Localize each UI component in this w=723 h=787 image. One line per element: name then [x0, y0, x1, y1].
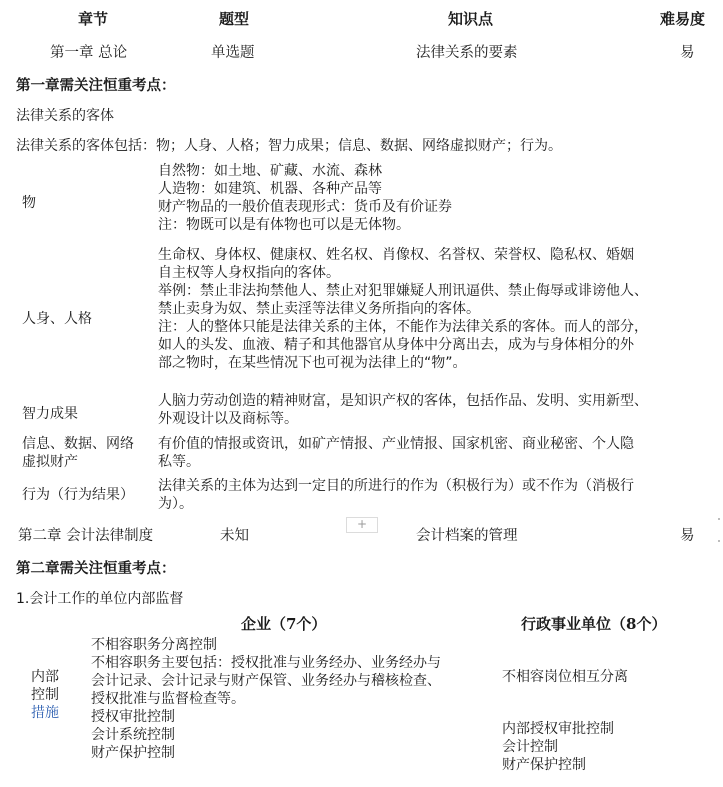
label-line: 内部 [31, 669, 59, 685]
control-line: 财产保护控制 [502, 757, 586, 773]
label-line: 信息、数据、网络 [22, 436, 134, 452]
object-label-xinxi [22, 435, 134, 471]
row2-difficulty: 易 [680, 528, 695, 544]
section1-title: 第一章需关注恒重考点： [16, 78, 176, 94]
control-line: 内部授权审批控制 [502, 721, 614, 737]
row-label-control [31, 668, 59, 722]
admin-control-first: 不相容岗位相互分离 [502, 669, 628, 685]
desc-line: 生命权、身体权、健康权、姓名权、肖像权、名誉权、荣誉权、隐私权、婚姻 [158, 247, 634, 263]
desc-line: 自主权等人身权指向的客体。 [158, 265, 340, 281]
add-row-button[interactable]: + [346, 517, 378, 533]
col-enterprise-header: 企业（7个） [241, 615, 327, 633]
control-line: 授权批准与监督检查等。 [91, 691, 245, 707]
desc-line: 人造物：如建筑、机器、各种产品等 [158, 181, 382, 197]
object-label-renshen: 人身、人格 [22, 311, 92, 327]
control-line: 不相容职务分离控制 [91, 637, 217, 653]
admin-controls [502, 720, 614, 774]
object-desc-zhili [158, 392, 648, 428]
row1-knowledge: 法律关系的要素 [416, 45, 518, 61]
desc-line: 注：人的整体只能是法律关系的主体，不能作为法律关系的客体。而人的部分， [158, 319, 648, 335]
header-knowledge: 知识点 [448, 10, 494, 28]
header-type: 题型 [219, 10, 250, 28]
desc-line: 人脑力劳动创造的精神财富，是知识产权的客体，包括作品、发明、实用新型、 [158, 393, 648, 409]
section1-topic: 法律关系的客体 [16, 108, 114, 124]
control-line: 会计记录、会计记录与财产保管、业务经办与稽核检查、 [91, 673, 441, 689]
object-desc-xinxi [158, 435, 634, 471]
control-line: 会计控制 [502, 739, 558, 755]
section1-intro: 法律关系的客体包括：物；人身、人格；智力成果；信息、数据、网络虚拟财产；行为。 [16, 138, 562, 154]
section2-title: 第二章需关注恒重考点： [16, 561, 176, 577]
object-desc-xingwei [158, 477, 634, 513]
row1-difficulty: 易 [680, 45, 695, 61]
edge-marker [718, 540, 720, 542]
object-label-zhili: 智力成果 [22, 406, 78, 422]
label-line: 措施 [31, 705, 59, 721]
desc-line: 注：物既可以是有体物也可以是无体物。 [158, 217, 410, 233]
desc-line: 自然物：如土地、矿藏、水流、森林 [158, 163, 382, 179]
object-label-xingwei: 行为（行为结果） [22, 487, 134, 503]
row1-type: 单选题 [211, 45, 255, 61]
control-line: 财产保护控制 [91, 745, 175, 761]
desc-line: 私等。 [158, 454, 200, 470]
desc-line: 有价值的情报或资讯，如矿产情报、产业情报、国家机密、商业秘密、个人隐 [158, 436, 634, 452]
desc-line: 外观设计以及商标等。 [158, 411, 298, 427]
row2-type: 未知 [220, 528, 249, 544]
enterprise-controls [91, 636, 441, 762]
control-line: 会计系统控制 [91, 727, 175, 743]
header-difficulty: 难易度 [660, 10, 706, 28]
desc-line: 财产物品的一般价值表现形式：货币及有价证券 [158, 199, 452, 215]
row1-chapter: 第一章 总论 [50, 45, 128, 61]
desc-line: 部之物时，在某些情况下也可视为法律上的“物”。 [158, 355, 467, 371]
control-line: 不相容职务主要包括：授权批准与业务经办、业务经办与 [91, 655, 441, 671]
desc-line: 禁止卖身为奴、禁止卖淫等法律义务所指向的客体。 [158, 301, 480, 317]
edge-marker [718, 518, 720, 520]
row2-knowledge: 会计档案的管理 [416, 528, 518, 544]
object-desc-wu [158, 162, 452, 234]
col-admin-header: 行政事业单位（8个） [521, 615, 667, 633]
label-line: 虚拟财产 [22, 454, 78, 470]
object-label-wu: 物 [22, 195, 36, 211]
section2-topic: 1.会计工作的单位内部监督 [16, 591, 184, 607]
desc-line: 如人的头发、血液、精子和其他器官从身体中分离出去，成为与身体相分的外 [158, 337, 634, 353]
header-chapter: 章节 [78, 10, 109, 28]
desc-line: 为）。 [158, 496, 193, 512]
object-desc-renshen [158, 246, 648, 372]
desc-line: 法律关系的主体为达到一定目的所进行的作为（积极行为）或不作为（消极行 [158, 478, 634, 494]
row2-chapter: 第二章 会计法律制度 [18, 528, 154, 544]
control-line: 授权审批控制 [91, 709, 175, 725]
desc-line: 举例：禁止非法拘禁他人、禁止对犯罪嫌疑人刑讯逼供、禁止侮辱或诽谤他人、 [158, 283, 648, 299]
label-line: 控制 [31, 687, 59, 703]
